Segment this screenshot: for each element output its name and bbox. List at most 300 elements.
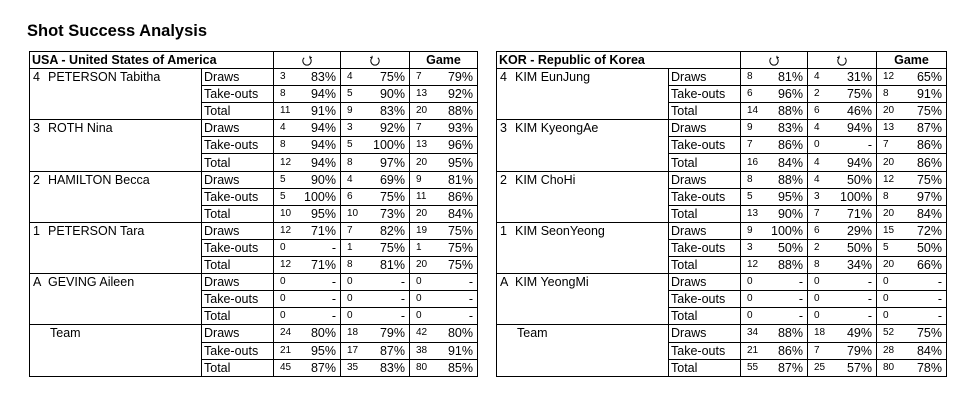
game-count: 15 (877, 222, 902, 239)
clockwise-percent: 83% (764, 120, 808, 137)
counterclockwise-count: 10 (341, 205, 365, 222)
player-cell (30, 274, 202, 325)
shot-type: Total (669, 308, 741, 325)
game-percent: 97% (902, 188, 947, 205)
clockwise-percent: 96% (764, 86, 808, 103)
game-count: 20 (877, 257, 902, 274)
clockwise-count: 8 (274, 137, 297, 154)
shot-type: Draws (669, 274, 741, 291)
usa-shot-table (29, 51, 478, 377)
clockwise-percent: - (764, 308, 808, 325)
shot-type: Total (202, 103, 274, 120)
game-percent: 84% (902, 342, 947, 359)
game-count: 13 (410, 86, 434, 103)
game-count: 9 (410, 171, 434, 188)
game-percent: 75% (902, 171, 947, 188)
clockwise-percent: 87% (297, 359, 341, 376)
clockwise-count: 12 (274, 222, 297, 239)
game-percent: - (434, 291, 478, 308)
game-percent: 66% (902, 257, 947, 274)
counterclockwise-percent: 94% (832, 120, 877, 137)
shot-type: Total (669, 205, 741, 222)
game-count: 28 (877, 342, 902, 359)
clockwise-percent: - (764, 274, 808, 291)
player-cell (497, 222, 669, 273)
clockwise-count: 12 (741, 257, 764, 274)
counterclockwise-count: 8 (341, 154, 365, 171)
shot-type: Total (202, 359, 274, 376)
player-name: KIM SeonYeong (515, 223, 605, 238)
counterclockwise-percent: 49% (832, 325, 877, 342)
counterclockwise-percent: 81% (365, 257, 410, 274)
clockwise-percent: - (297, 274, 341, 291)
counterclockwise-count: 18 (341, 325, 365, 342)
counterclockwise-count: 3 (341, 120, 365, 137)
clockwise-percent: 88% (764, 103, 808, 120)
clockwise-percent: 84% (764, 154, 808, 171)
shot-type: Total (669, 103, 741, 120)
counterclockwise-count: 1 (341, 239, 365, 256)
clockwise-percent: 94% (297, 137, 341, 154)
table-row (30, 171, 478, 188)
counterclockwise-percent: - (365, 274, 410, 291)
shot-type: Draws (669, 120, 741, 137)
clockwise-percent: 71% (297, 257, 341, 274)
clockwise-percent: 83% (297, 69, 341, 86)
player-name: HAMILTON Becca (48, 172, 150, 187)
clockwise-header (274, 52, 341, 69)
game-header: Game (877, 52, 947, 69)
counterclockwise-count: 4 (808, 171, 832, 188)
game-percent: 75% (434, 239, 478, 256)
clockwise-rotation-icon (301, 55, 313, 67)
clockwise-count: 9 (741, 222, 764, 239)
clockwise-count: 21 (741, 342, 764, 359)
counterclockwise-count: 0 (808, 137, 832, 154)
game-count: 7 (410, 69, 434, 86)
player-name: KIM YeongMi (515, 275, 589, 290)
counterclockwise-percent: 90% (365, 86, 410, 103)
shot-type: Draws (202, 171, 274, 188)
team-label: Team (50, 326, 81, 341)
clockwise-count: 8 (741, 171, 764, 188)
counterclockwise-count: 18 (808, 325, 832, 342)
player-position: 2 (500, 172, 507, 187)
game-count: 20 (877, 103, 902, 120)
game-percent: 85% (434, 359, 478, 376)
counterclockwise-count: 0 (808, 308, 832, 325)
shot-type: Take-outs (202, 188, 274, 205)
counterclockwise-percent: 31% (832, 69, 877, 86)
counterclockwise-rotation-icon (836, 55, 848, 67)
team-name-header: KOR - Republic of Korea (497, 52, 741, 69)
game-count: 7 (410, 120, 434, 137)
clockwise-percent: 80% (297, 325, 341, 342)
player-cell (497, 69, 669, 120)
player-position: 3 (33, 121, 40, 136)
game-count: 13 (877, 120, 902, 137)
player-name: KIM KyeongAe (515, 121, 599, 136)
counterclockwise-percent: 87% (365, 342, 410, 359)
counterclockwise-percent: 83% (365, 359, 410, 376)
game-count: 1 (410, 239, 434, 256)
player-cell (30, 120, 202, 171)
shot-type: Draws (202, 69, 274, 86)
player-cell (497, 120, 669, 171)
clockwise-count: 45 (274, 359, 297, 376)
player-cell (30, 222, 202, 273)
game-percent: - (902, 291, 947, 308)
counterclockwise-count: 25 (808, 359, 832, 376)
game-percent: 81% (434, 171, 478, 188)
player-name: GEVING Aileen (48, 275, 135, 290)
player-cell (30, 171, 202, 222)
game-count: 12 (877, 69, 902, 86)
clockwise-percent: 90% (297, 171, 341, 188)
table-row (497, 274, 947, 291)
counterclockwise-count: 0 (808, 274, 832, 291)
counterclockwise-count: 4 (341, 69, 365, 86)
clockwise-count: 0 (741, 291, 764, 308)
shot-type: Total (669, 154, 741, 171)
game-percent: 84% (902, 205, 947, 222)
clockwise-count: 55 (741, 359, 764, 376)
clockwise-percent: 50% (764, 239, 808, 256)
game-percent: 75% (902, 325, 947, 342)
clockwise-count: 16 (741, 154, 764, 171)
game-percent: 75% (434, 222, 478, 239)
table-row (497, 222, 947, 239)
game-count: 0 (877, 274, 902, 291)
counterclockwise-count: 8 (808, 257, 832, 274)
clockwise-percent: - (764, 291, 808, 308)
game-percent: 91% (902, 86, 947, 103)
counterclockwise-count: 0 (341, 291, 365, 308)
clockwise-count: 14 (741, 103, 764, 120)
clockwise-percent: 95% (297, 205, 341, 222)
counterclockwise-count: 4 (808, 154, 832, 171)
game-count: 8 (877, 86, 902, 103)
clockwise-percent: 95% (297, 342, 341, 359)
clockwise-percent: - (297, 239, 341, 256)
player-position: 3 (500, 121, 507, 136)
clockwise-count: 5 (741, 188, 764, 205)
clockwise-percent: 86% (764, 342, 808, 359)
game-percent: - (434, 308, 478, 325)
counterclockwise-percent: - (365, 291, 410, 308)
counterclockwise-percent: 50% (832, 171, 877, 188)
game-percent: 75% (434, 257, 478, 274)
game-percent: 96% (434, 137, 478, 154)
counterclockwise-percent: 82% (365, 222, 410, 239)
game-count: 20 (410, 257, 434, 274)
table-row (30, 325, 478, 342)
counterclockwise-count: 2 (808, 86, 832, 103)
counterclockwise-count: 6 (808, 103, 832, 120)
shot-type: Take-outs (202, 137, 274, 154)
team-total-cell (30, 325, 202, 376)
counterclockwise-count: 6 (341, 188, 365, 205)
table-row (497, 171, 947, 188)
game-percent: 50% (902, 239, 947, 256)
shot-type: Draws (669, 69, 741, 86)
counterclockwise-count: 9 (341, 103, 365, 120)
player-name: ROTH Nina (48, 121, 113, 136)
game-percent: 72% (902, 222, 947, 239)
game-count: 0 (877, 308, 902, 325)
counterclockwise-percent: 69% (365, 171, 410, 188)
shot-type: Take-outs (669, 291, 741, 308)
shot-type: Take-outs (669, 239, 741, 256)
clockwise-percent: - (297, 308, 341, 325)
counterclockwise-count: 3 (808, 188, 832, 205)
counterclockwise-count: 0 (808, 291, 832, 308)
clockwise-percent: 81% (764, 69, 808, 86)
clockwise-count: 9 (741, 120, 764, 137)
counterclockwise-count: 5 (341, 86, 365, 103)
clockwise-count: 10 (274, 205, 297, 222)
team-total-cell (497, 325, 669, 376)
counterclockwise-percent: 71% (832, 205, 877, 222)
clockwise-count: 0 (274, 274, 297, 291)
game-percent: 75% (902, 103, 947, 120)
clockwise-percent: - (297, 291, 341, 308)
clockwise-percent: 94% (297, 154, 341, 171)
player-cell (30, 69, 202, 120)
game-count: 0 (410, 274, 434, 291)
clockwise-percent: 87% (764, 359, 808, 376)
shot-type: Draws (202, 222, 274, 239)
counterclockwise-count: 4 (808, 120, 832, 137)
clockwise-count: 3 (274, 69, 297, 86)
counterclockwise-percent: - (365, 308, 410, 325)
game-count: 12 (877, 171, 902, 188)
shot-type: Total (202, 308, 274, 325)
game-percent: 88% (434, 103, 478, 120)
player-name: KIM ChoHi (515, 172, 576, 187)
shot-type: Draws (202, 325, 274, 342)
clockwise-percent: 86% (764, 137, 808, 154)
game-percent: - (434, 274, 478, 291)
clockwise-percent: 71% (297, 222, 341, 239)
game-count: 20 (410, 103, 434, 120)
shot-type: Take-outs (202, 291, 274, 308)
clockwise-count: 7 (741, 137, 764, 154)
clockwise-count: 12 (274, 154, 297, 171)
counterclockwise-count: 0 (341, 308, 365, 325)
clockwise-percent: 90% (764, 205, 808, 222)
player-name: PETERSON Tara (48, 223, 145, 238)
clockwise-percent: 95% (764, 188, 808, 205)
counterclockwise-header (808, 52, 877, 69)
game-percent: 87% (902, 120, 947, 137)
counterclockwise-percent: 50% (832, 239, 877, 256)
counterclockwise-count: 4 (341, 171, 365, 188)
game-count: 13 (410, 137, 434, 154)
game-percent: 92% (434, 86, 478, 103)
player-position: 1 (33, 223, 40, 238)
counterclockwise-percent: 75% (365, 188, 410, 205)
clockwise-percent: 88% (764, 257, 808, 274)
counterclockwise-percent: 57% (832, 359, 877, 376)
clockwise-count: 8 (741, 69, 764, 86)
game-count: 19 (410, 222, 434, 239)
shot-type: Take-outs (669, 86, 741, 103)
counterclockwise-percent: - (832, 308, 877, 325)
counterclockwise-percent: 100% (832, 188, 877, 205)
counterclockwise-percent: 34% (832, 257, 877, 274)
game-percent: 65% (902, 69, 947, 86)
game-header: Game (410, 52, 478, 69)
table-row (30, 222, 478, 239)
game-count: 80 (877, 359, 902, 376)
clockwise-count: 5 (274, 188, 297, 205)
counterclockwise-percent: 100% (365, 137, 410, 154)
shot-type: Total (669, 359, 741, 376)
shot-type: Take-outs (669, 342, 741, 359)
counterclockwise-percent: - (832, 291, 877, 308)
counterclockwise-count: 17 (341, 342, 365, 359)
game-percent: 86% (902, 137, 947, 154)
game-count: 80 (410, 359, 434, 376)
game-count: 20 (877, 154, 902, 171)
shot-type: Draws (202, 120, 274, 137)
counterclockwise-percent: - (832, 137, 877, 154)
clockwise-count: 0 (274, 239, 297, 256)
table-row (30, 120, 478, 137)
game-count: 20 (410, 205, 434, 222)
clockwise-count: 8 (274, 86, 297, 103)
counterclockwise-rotation-icon (369, 55, 381, 67)
counterclockwise-percent: 75% (832, 86, 877, 103)
clockwise-count: 11 (274, 103, 297, 120)
game-percent: 91% (434, 342, 478, 359)
counterclockwise-percent: 73% (365, 205, 410, 222)
game-count: 7 (877, 137, 902, 154)
counterclockwise-percent: 94% (832, 154, 877, 171)
clockwise-count: 12 (274, 257, 297, 274)
game-percent: 84% (434, 205, 478, 222)
counterclockwise-percent: 75% (365, 69, 410, 86)
counterclockwise-percent: 46% (832, 103, 877, 120)
counterclockwise-count: 0 (341, 274, 365, 291)
shot-type: Take-outs (669, 188, 741, 205)
clockwise-count: 21 (274, 342, 297, 359)
game-count: 38 (410, 342, 434, 359)
counterclockwise-count: 7 (808, 205, 832, 222)
clockwise-count: 34 (741, 325, 764, 342)
team-label: Team (517, 326, 548, 341)
kor-shot-table (496, 51, 947, 377)
game-percent: 80% (434, 325, 478, 342)
table-row (497, 325, 947, 342)
game-percent: - (902, 274, 947, 291)
clockwise-count: 24 (274, 325, 297, 342)
player-position: 2 (33, 172, 40, 187)
counterclockwise-count: 2 (808, 239, 832, 256)
counterclockwise-percent: 83% (365, 103, 410, 120)
shot-type: Draws (669, 171, 741, 188)
game-count: 52 (877, 325, 902, 342)
player-cell (497, 274, 669, 325)
table-row (30, 274, 478, 291)
shot-type: Draws (669, 325, 741, 342)
game-percent: 86% (902, 154, 947, 171)
clockwise-count: 5 (274, 171, 297, 188)
shot-type: Draws (669, 222, 741, 239)
shot-type: Total (669, 257, 741, 274)
game-count: 42 (410, 325, 434, 342)
counterclockwise-count: 4 (808, 69, 832, 86)
shot-type: Take-outs (202, 86, 274, 103)
player-position: 4 (33, 70, 40, 84)
table-row (497, 120, 947, 137)
player-name: KIM EunJung (515, 70, 591, 84)
shot-type: Total (202, 257, 274, 274)
counterclockwise-count: 5 (341, 137, 365, 154)
game-count: 0 (410, 291, 434, 308)
game-percent: 95% (434, 154, 478, 171)
counterclockwise-percent: 97% (365, 154, 410, 171)
shot-type: Take-outs (202, 342, 274, 359)
clockwise-percent: 91% (297, 103, 341, 120)
game-count: 20 (410, 154, 434, 171)
clockwise-count: 0 (274, 291, 297, 308)
shot-type: Draws (202, 274, 274, 291)
counterclockwise-percent: 79% (365, 325, 410, 342)
clockwise-count: 13 (741, 205, 764, 222)
counterclockwise-count: 8 (341, 257, 365, 274)
clockwise-count: 6 (741, 86, 764, 103)
table-row (497, 69, 947, 86)
clockwise-percent: 100% (764, 222, 808, 239)
clockwise-percent: 94% (297, 86, 341, 103)
clockwise-rotation-icon (768, 55, 780, 67)
clockwise-percent: 88% (764, 325, 808, 342)
player-cell (497, 171, 669, 222)
clockwise-percent: 100% (297, 188, 341, 205)
game-count: 5 (877, 239, 902, 256)
game-count: 8 (877, 188, 902, 205)
table-row (30, 69, 478, 86)
game-count: 0 (877, 291, 902, 308)
counterclockwise-percent: 29% (832, 222, 877, 239)
shot-type: Total (202, 205, 274, 222)
player-position: 4 (500, 70, 507, 84)
team-name-header: USA - United States of America (30, 52, 274, 69)
player-name: PETERSON Tabitha (48, 70, 161, 84)
game-count: 11 (410, 188, 434, 205)
game-percent: 79% (434, 69, 478, 86)
counterclockwise-count: 35 (341, 359, 365, 376)
game-percent: 86% (434, 188, 478, 205)
game-percent: - (902, 308, 947, 325)
counterclockwise-percent: 92% (365, 120, 410, 137)
page-title: Shot Success Analysis (27, 22, 208, 40)
game-count: 20 (877, 205, 902, 222)
shot-type: Take-outs (669, 137, 741, 154)
clockwise-header (741, 52, 808, 69)
clockwise-count: 0 (274, 308, 297, 325)
counterclockwise-count: 6 (808, 222, 832, 239)
game-percent: 93% (434, 120, 478, 137)
clockwise-count: 0 (741, 308, 764, 325)
clockwise-count: 0 (741, 274, 764, 291)
counterclockwise-count: 7 (341, 222, 365, 239)
clockwise-count: 4 (274, 120, 297, 137)
counterclockwise-header (341, 52, 410, 69)
counterclockwise-count: 7 (808, 342, 832, 359)
